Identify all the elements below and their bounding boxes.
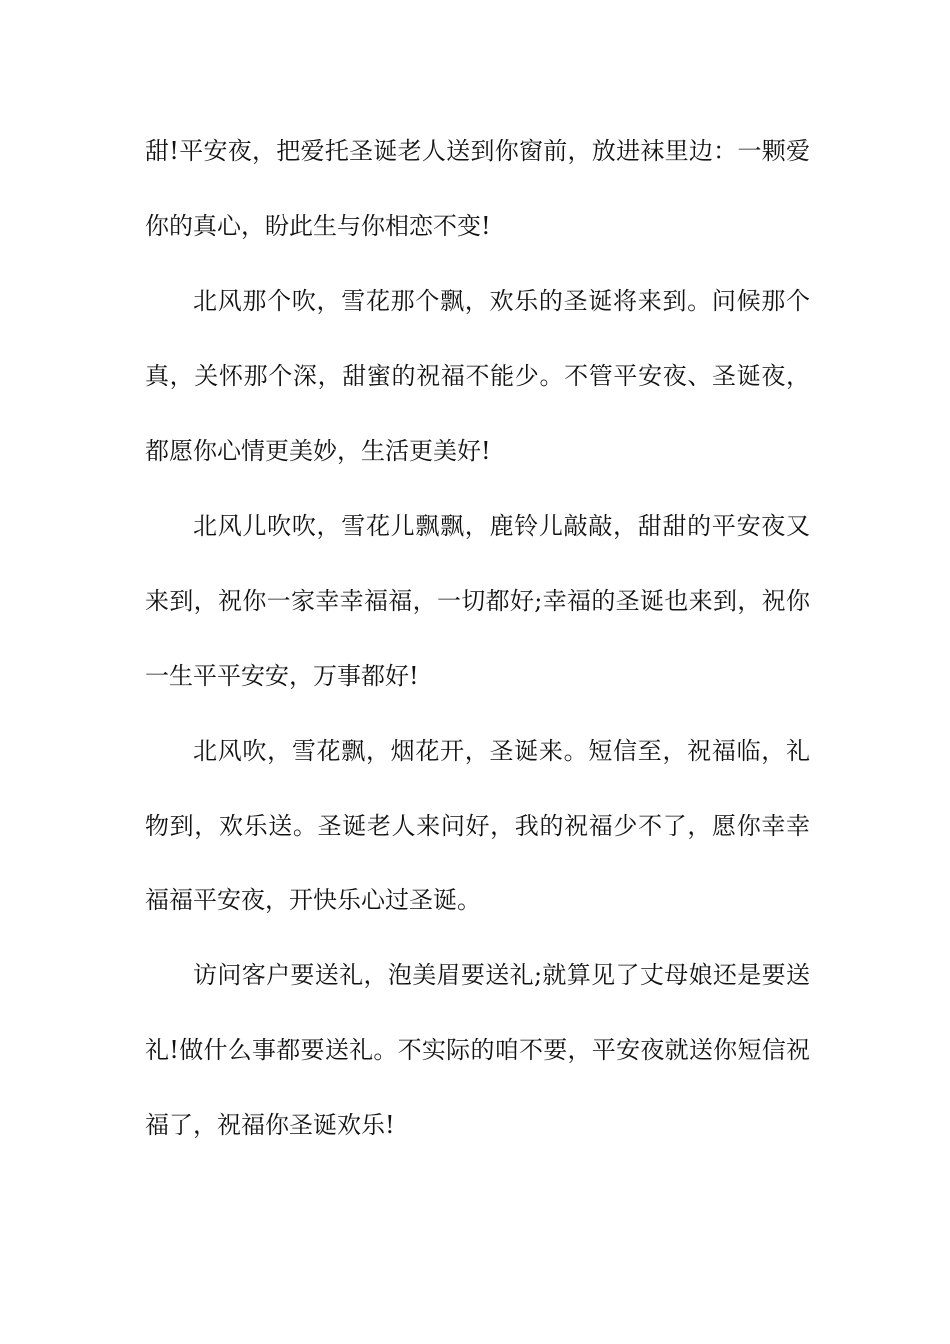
text-line: 礼!做什么事都要送礼。不实际的咱不要，平安夜就送你短信祝 [145, 1036, 810, 1064]
paragraph-first-line: 北风吹，雪花飘，烟花开，圣诞来。短信至，祝福临，礼 [193, 737, 810, 765]
text-line: 真，关怀那个深，甜蜜的祝福不能少。不管平安夜、圣诞夜， [145, 362, 810, 390]
paragraph-first-line: 访问客户要送礼，泡美眉要送礼;就算见了丈母娘还是要送 [193, 961, 810, 989]
paragraph-first-line: 北风那个吹，雪花那个飘，欢乐的圣诞将来到。问候那个 [193, 287, 810, 315]
text-line: 一生平平安安，万事都好! [145, 662, 419, 690]
text-line: 都愿你心情更美妙，生活更美好! [145, 437, 491, 465]
text-line: 福了，祝福你圣诞欢乐! [145, 1111, 395, 1139]
text-line: 甜!平安夜，把爱托圣诞老人送到你窗前，放进袜里边：一颗爱 [145, 137, 810, 165]
paragraph-first-line: 北风儿吹吹，雪花儿飘飘，鹿铃儿敲敲，甜甜的平安夜又 [193, 512, 810, 540]
text-line: 来到，祝你一家幸幸福福，一切都好;幸福的圣诞也来到，祝你 [145, 587, 810, 615]
text-line: 物到，欢乐送。圣诞老人来问好，我的祝福少不了，愿你幸幸 [145, 812, 810, 840]
text-line: 福福平安夜，开快乐心过圣诞。 [145, 886, 481, 914]
text-line: 你的真心，盼此生与你相恋不变! [145, 212, 491, 240]
